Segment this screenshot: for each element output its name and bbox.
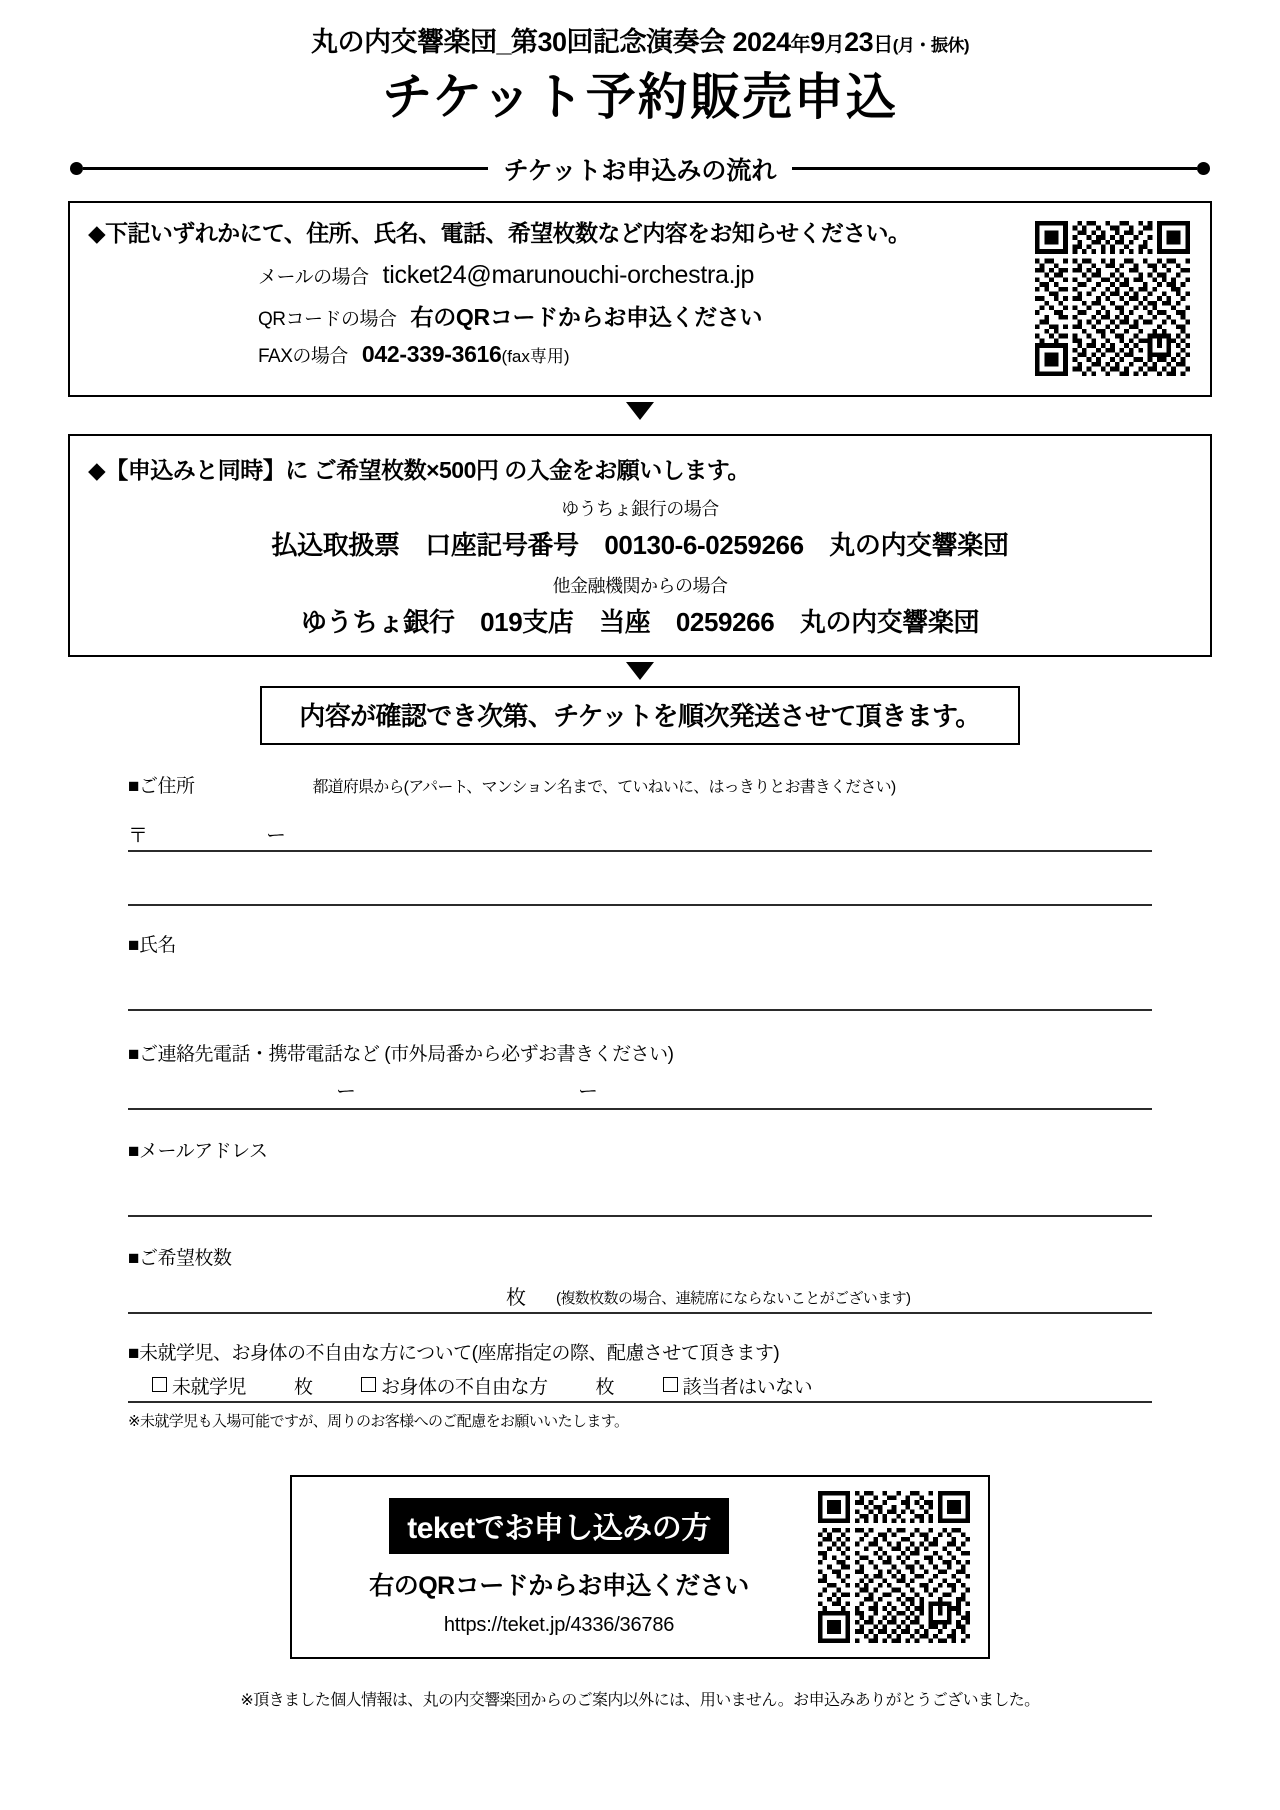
shipping-confirmation-box bbox=[260, 686, 1020, 745]
bank2-caption: 他金融機関からの場合 bbox=[552, 576, 728, 597]
step1-contact-box bbox=[68, 201, 1212, 398]
event-subtitle bbox=[0, 28, 1280, 58]
contact-value-fax-suffix: (fax専用) bbox=[501, 347, 570, 367]
event-month-unit: 月 bbox=[824, 34, 845, 56]
field-address-hint: 都道府県から(アパート、マンション名まで、ていねいに、はっきりとお書きください) bbox=[312, 779, 896, 797]
teket-badge-label: teketでお申し込みの方 bbox=[389, 1498, 729, 1554]
field-quantity bbox=[128, 1243, 1152, 1314]
bank1-caption: ゆうちょ銀行の場合 bbox=[561, 499, 719, 520]
page-header bbox=[0, 0, 1280, 125]
checkbox-preschool-icon[interactable] bbox=[152, 1377, 167, 1392]
event-weekday: (月・振休) bbox=[892, 36, 970, 55]
preschool-count-unit: 枚 bbox=[294, 1377, 314, 1399]
field-name bbox=[128, 930, 1152, 1011]
address-zip-input[interactable] bbox=[128, 798, 1152, 852]
field-telephone-header bbox=[128, 1039, 1152, 1066]
postal-code-mark-icon: 〒 bbox=[128, 825, 148, 848]
field-quantity-header bbox=[128, 1243, 1152, 1270]
telephone-input[interactable] bbox=[128, 1066, 1152, 1110]
field-email-label: ■メールアドレス bbox=[128, 1141, 268, 1163]
page-title: チケット予約販売申込 bbox=[382, 68, 898, 125]
application-form bbox=[128, 771, 1152, 1431]
flow-heading bbox=[70, 151, 1210, 187]
checkbox-option-disability[interactable] bbox=[361, 1372, 548, 1399]
contact-label-qr: QRコードの場合 bbox=[258, 309, 397, 331]
orchestra-and-concert-name: 丸の内交響楽団_第30回記念演奏会 bbox=[310, 27, 733, 57]
teket-qr-code[interactable] bbox=[818, 1491, 970, 1643]
application-qr-code[interactable] bbox=[1035, 221, 1190, 376]
event-year: 2024 bbox=[732, 27, 791, 57]
field-special-needs bbox=[128, 1338, 1152, 1431]
shipping-confirmation-text: 内容が確認でき次第、チケットを順次発送させて頂きます。 bbox=[299, 701, 981, 732]
event-month: 9 bbox=[810, 27, 825, 57]
field-special-needs-header bbox=[128, 1338, 1152, 1365]
checkbox-option-preschool[interactable] bbox=[152, 1372, 246, 1399]
step1-lead-text: ◆下記いずれかにて、住所、氏名、電話、希望枚数など内容をお知らせください。 bbox=[88, 219, 911, 246]
field-special-needs-label: ■未就学児、お身体の不自由な方について(座席指定の際、配慮させて頂きます) bbox=[128, 1343, 780, 1365]
field-telephone-label: ■ご連絡先電話・携帯電話など (市外局番から必ずお書きください) bbox=[128, 1044, 674, 1066]
bullet-dot-left-icon bbox=[70, 162, 83, 175]
bank2-account-line: ゆうちょ銀行 019支店 当座 0259266 丸の内交響楽団 bbox=[300, 607, 980, 638]
telephone-dash-1: ー bbox=[336, 1081, 356, 1104]
checkbox-disability-label: お身体の不自由な方 bbox=[381, 1377, 548, 1399]
field-address-label: ■ご住所 bbox=[128, 776, 195, 798]
step2-payment-box bbox=[68, 434, 1212, 657]
event-day: 23 bbox=[844, 27, 874, 57]
privacy-footnote: ※頂きました個人情報は、丸の内交響楽団からのご案内以外には、用いません。お申込みありがとうございました。 bbox=[240, 1692, 1040, 1710]
checkbox-disability-icon[interactable] bbox=[361, 1377, 376, 1392]
quantity-note: (複数枚数の場合、連続席にならないことがございます) bbox=[556, 1290, 911, 1308]
field-email-header bbox=[128, 1136, 1152, 1163]
bullet-dot-right-icon bbox=[1197, 162, 1210, 175]
checkbox-none-icon[interactable] bbox=[663, 1377, 678, 1392]
checkbox-preschool-label: 未就学児 bbox=[172, 1377, 247, 1399]
contact-value-fax: 042-339-3616 bbox=[361, 341, 502, 368]
contact-label-fax: FAXの場合 bbox=[258, 346, 348, 368]
field-email bbox=[128, 1136, 1152, 1217]
disability-count-unit: 枚 bbox=[595, 1377, 615, 1399]
postal-code-dash: ー bbox=[266, 825, 286, 848]
flow-arrow-1-icon bbox=[626, 402, 654, 420]
rule-right bbox=[792, 167, 1197, 170]
event-year-unit: 年 bbox=[790, 34, 811, 56]
special-needs-footnote: ※未就学児も入場可能ですが、周りのお客様へのご配慮をお願いいたします。 bbox=[128, 1413, 629, 1431]
field-telephone bbox=[128, 1039, 1152, 1110]
contact-value-qr: 右のQRコードからお申込ください bbox=[410, 304, 763, 331]
field-name-header bbox=[128, 930, 1152, 957]
quantity-input[interactable] bbox=[128, 1270, 1152, 1314]
checkbox-option-none[interactable] bbox=[663, 1372, 813, 1399]
contact-value-email: ticket24@marunouchi-orchestra.jp bbox=[382, 261, 755, 290]
teket-url[interactable]: https://teket.jp/4336/36786 bbox=[443, 1613, 675, 1636]
quantity-unit-label: 枚 bbox=[506, 1287, 526, 1310]
field-quantity-label: ■ご希望枚数 bbox=[128, 1248, 232, 1270]
checkbox-none-label: 該当者はいない bbox=[682, 1377, 813, 1399]
event-day-unit: 日 bbox=[873, 34, 893, 56]
bank1-account-line: 払込取扱票 口座記号番号 00130-6-0259266 丸の内交響楽団 bbox=[271, 530, 1009, 561]
flow-heading-label: チケットお申込みの流れ bbox=[503, 156, 777, 185]
address-line-input[interactable] bbox=[128, 852, 1152, 906]
telephone-dash-2: ー bbox=[578, 1081, 598, 1104]
field-address-header bbox=[128, 771, 1152, 798]
teket-instruction: 右のQRコードからお申込ください bbox=[369, 1571, 749, 1600]
name-input[interactable] bbox=[128, 957, 1152, 1011]
teket-application-box bbox=[290, 1475, 990, 1659]
field-address bbox=[128, 771, 1152, 906]
contact-label-email: メールの場合 bbox=[258, 267, 369, 289]
field-name-label: ■氏名 bbox=[128, 935, 176, 957]
rule-left bbox=[83, 167, 488, 170]
contact-method-list bbox=[88, 261, 1192, 368]
special-needs-options-row bbox=[128, 1365, 1152, 1403]
email-input[interactable] bbox=[128, 1163, 1152, 1217]
step2-lead-text: ◆【申込みと同時】に ご希望枚数×500円 の入金をお願いします。 bbox=[88, 457, 750, 484]
teket-text-column bbox=[310, 1498, 818, 1637]
flow-arrow-2-icon bbox=[626, 662, 654, 680]
